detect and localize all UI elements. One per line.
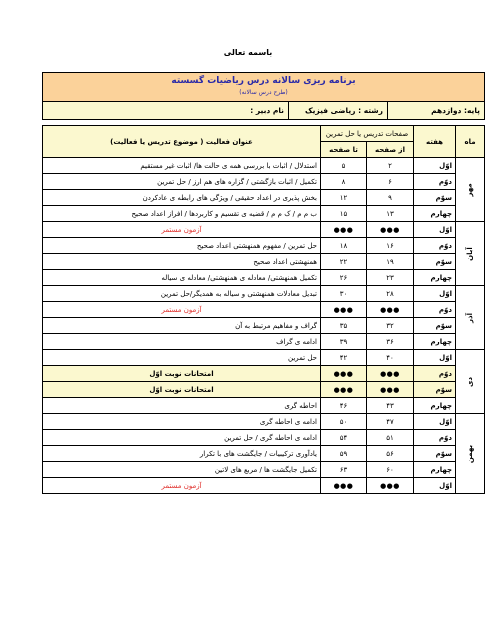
from-page-cell: ۶۰ bbox=[367, 462, 414, 478]
teacher-label: نام دبیر : bbox=[43, 102, 289, 120]
table-row bbox=[43, 446, 485, 462]
col-topic: عنوان فعالیت ( موضوع تدریس یا فعالیت) bbox=[43, 126, 321, 158]
from-page-cell: ●●● bbox=[367, 478, 414, 494]
week-cell: دوّم bbox=[414, 366, 456, 382]
month-label: بهمن bbox=[466, 444, 474, 463]
to-page-cell: ●●● bbox=[320, 302, 366, 318]
table-row bbox=[43, 334, 485, 350]
week-cell: سوّم bbox=[414, 318, 456, 334]
topic-cell: امتحانات نوبت اوّل bbox=[43, 366, 321, 382]
page-title: برنامه ریزی سالانه درس ریاضیات گسسته bbox=[171, 76, 356, 86]
from-page-cell: ۶ bbox=[367, 174, 414, 190]
topic-cell: ادامه ی احاطه گری bbox=[43, 414, 321, 430]
table-row bbox=[43, 350, 485, 366]
week-cell: دوّم bbox=[414, 430, 456, 446]
from-page-cell: ●●● bbox=[367, 366, 414, 382]
week-cell: سوّم bbox=[414, 382, 456, 398]
week-cell: چهارم bbox=[414, 270, 456, 286]
from-page-cell: ●●● bbox=[367, 222, 414, 238]
table-row bbox=[43, 462, 485, 478]
topic-cell: بخش پذیری در اعداد حقیقی / ویژگی های رابطه ی عادکردن bbox=[43, 190, 321, 206]
table-row bbox=[43, 478, 485, 494]
col-week: هفته bbox=[414, 126, 456, 158]
table-row bbox=[43, 414, 485, 430]
table-row bbox=[43, 382, 485, 398]
from-page-cell: ۳۲ bbox=[367, 318, 414, 334]
to-page-cell: ۸ bbox=[320, 174, 366, 190]
week-cell: دوّم bbox=[414, 174, 456, 190]
table-row bbox=[43, 238, 485, 254]
week-cell: سوّم bbox=[414, 190, 456, 206]
to-page-cell: ۱۸ bbox=[320, 238, 366, 254]
col-month: ماه bbox=[456, 126, 485, 158]
week-cell: دوّم bbox=[414, 302, 456, 318]
week-cell: اوّل bbox=[414, 414, 456, 430]
week-cell: چهارم bbox=[414, 334, 456, 350]
from-page-cell: ۴۷ bbox=[367, 414, 414, 430]
table-row bbox=[43, 190, 485, 206]
month-cell bbox=[456, 414, 485, 494]
to-page-cell: ۴۶ bbox=[320, 398, 366, 414]
header-block bbox=[42, 72, 485, 120]
col-from: از صفحه bbox=[367, 142, 414, 158]
month-label: دی bbox=[465, 376, 474, 387]
grade-label: پایه: دوازدهم bbox=[388, 102, 485, 120]
month-cell bbox=[456, 222, 485, 286]
topic-cell: امتحانات نوبت اوّل bbox=[43, 382, 321, 398]
to-page-cell: ۵۰ bbox=[320, 414, 366, 430]
topic-cell: حل تمرین bbox=[43, 350, 321, 366]
month-cell bbox=[456, 350, 485, 414]
week-cell: اوّل bbox=[414, 286, 456, 302]
from-page-cell: ●●● bbox=[367, 302, 414, 318]
to-page-cell: ۲۶ bbox=[320, 270, 366, 286]
to-page-cell: ۱۲ bbox=[320, 190, 366, 206]
header-top: باسمه تعالی bbox=[223, 48, 273, 57]
table-row bbox=[43, 318, 485, 334]
to-page-cell: ۲۲ bbox=[320, 254, 366, 270]
col-to: تا صفحه bbox=[320, 142, 366, 158]
topic-cell: گراف و مفاهیم مرتبط به آن bbox=[43, 318, 321, 334]
topic-cell: تکمیل همنهشتی/ معادله ی همنهشتی/ معادله ی سیاله bbox=[43, 270, 321, 286]
from-page-cell: ●●● bbox=[367, 382, 414, 398]
topic-cell: تکمیل جایگشت ها / مربع های لاتین bbox=[43, 462, 321, 478]
month-cell bbox=[456, 286, 485, 350]
to-page-cell: ۵ bbox=[320, 158, 366, 174]
topic-cell: ب م م / ک م م / قضیه ی تقسیم و کاربردها / افراز اعداد صحیح bbox=[43, 206, 321, 222]
topic-cell: تبدیل معادلات همنهشتی و سیاله به همدیگر/حل تمرین bbox=[43, 286, 321, 302]
to-page-cell: ۴۲ bbox=[320, 350, 366, 366]
to-page-cell: ۵۴ bbox=[320, 430, 366, 446]
to-page-cell: ۳۰ bbox=[320, 286, 366, 302]
to-page-cell: ●●● bbox=[320, 478, 366, 494]
topic-cell: آزمون مستمر bbox=[43, 478, 321, 494]
from-page-cell: ۲ bbox=[367, 158, 414, 174]
field-label: رشته : ریاضی فیزیک bbox=[289, 102, 388, 120]
table-row bbox=[43, 254, 485, 270]
week-cell: اوّل bbox=[414, 478, 456, 494]
week-cell: سوّم bbox=[414, 446, 456, 462]
title-note: (طرح درس سالانه) bbox=[239, 89, 288, 96]
topic-cell: آزمون مستمر bbox=[43, 302, 321, 318]
topic-cell: ادامه ی احاطه گری / حل تمرین bbox=[43, 430, 321, 446]
topic-cell: همنهشتی اعداد صحیح bbox=[43, 254, 321, 270]
to-page-cell: ۵۹ bbox=[320, 446, 366, 462]
table-row bbox=[43, 302, 485, 318]
from-page-cell: ۵۱ bbox=[367, 430, 414, 446]
week-cell: چهارم bbox=[414, 462, 456, 478]
table-row bbox=[43, 222, 485, 238]
topic-cell: تکمیل / اثبات بازگشتی / گزاره های هم ارز / حل تمرین bbox=[43, 174, 321, 190]
title-cell bbox=[43, 73, 485, 102]
col-pages: صفحات تدریس یا حل تمرین bbox=[320, 126, 413, 142]
table-row bbox=[43, 430, 485, 446]
week-cell: دوّم bbox=[414, 238, 456, 254]
topic-cell: استدلال / اثبات با بررسی همه ی حالت ها/ اثبات غیر مستقیم bbox=[43, 158, 321, 174]
from-page-cell: ۲۳ bbox=[367, 270, 414, 286]
topic-cell: یادآوری ترکیبیات / جایگشت های با تکرار bbox=[43, 446, 321, 462]
table-row bbox=[43, 174, 485, 190]
week-cell: چهارم bbox=[414, 206, 456, 222]
from-page-cell: ۹ bbox=[367, 190, 414, 206]
to-page-cell: ●●● bbox=[320, 222, 366, 238]
from-page-cell: ۴۳ bbox=[367, 398, 414, 414]
table-row bbox=[43, 366, 485, 382]
month-label: مهر bbox=[466, 182, 474, 197]
week-cell: چهارم bbox=[414, 398, 456, 414]
from-page-cell: ۵۶ bbox=[367, 446, 414, 462]
from-page-cell: ۱۹ bbox=[367, 254, 414, 270]
table-row bbox=[43, 206, 485, 222]
to-page-cell: ●●● bbox=[320, 366, 366, 382]
topic-cell: حل تمرین / مفهوم همنهشتی اعداد صحیح bbox=[43, 238, 321, 254]
week-cell: اوّل bbox=[414, 222, 456, 238]
table-row bbox=[43, 286, 485, 302]
topic-cell: آزمون مستمر bbox=[43, 222, 321, 238]
from-page-cell: ۲۸ bbox=[367, 286, 414, 302]
schedule-table bbox=[42, 125, 485, 494]
to-page-cell: ۳۵ bbox=[320, 318, 366, 334]
month-label: آبان bbox=[465, 246, 474, 261]
from-page-cell: ۴۰ bbox=[367, 350, 414, 366]
to-page-cell: ●●● bbox=[320, 382, 366, 398]
month-cell bbox=[456, 158, 485, 222]
topic-cell: احاطه گری bbox=[43, 398, 321, 414]
schedule-body bbox=[43, 158, 485, 494]
week-cell: اوّل bbox=[414, 350, 456, 366]
from-page-cell: ۳۶ bbox=[367, 334, 414, 350]
from-page-cell: ۱۶ bbox=[367, 238, 414, 254]
week-cell: سوّم bbox=[414, 254, 456, 270]
topic-cell: ادامه ی گراف bbox=[43, 334, 321, 350]
table-row bbox=[43, 398, 485, 414]
from-page-cell: ۱۳ bbox=[367, 206, 414, 222]
to-page-cell: ۱۵ bbox=[320, 206, 366, 222]
to-page-cell: ۶۳ bbox=[320, 462, 366, 478]
to-page-cell: ۳۹ bbox=[320, 334, 366, 350]
month-label: آذر bbox=[466, 312, 474, 323]
table-row bbox=[43, 158, 485, 174]
week-cell: اوّل bbox=[414, 158, 456, 174]
table-row bbox=[43, 270, 485, 286]
